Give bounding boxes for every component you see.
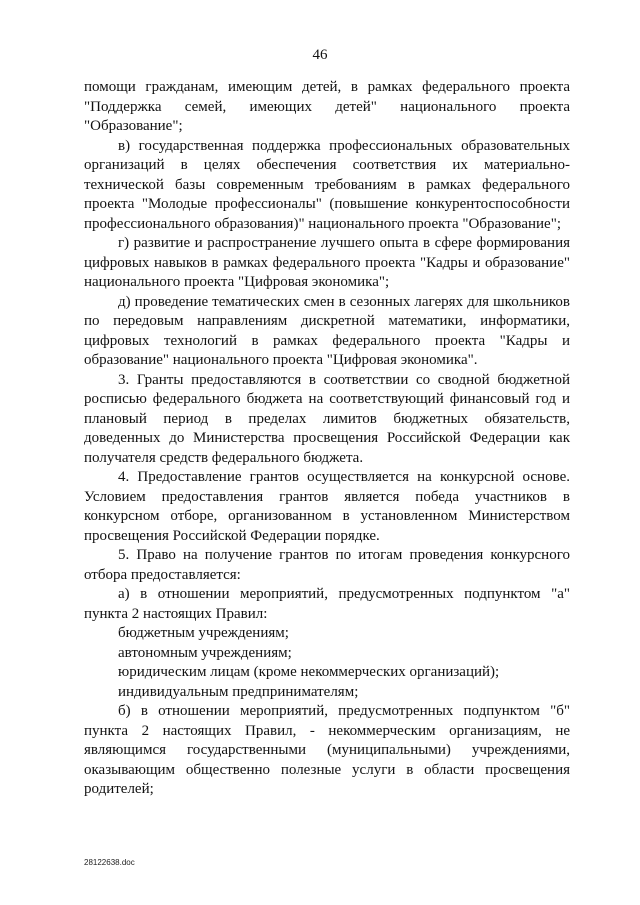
paragraph-item-v: в) государственная поддержка профессиональных образовательных организаций в целях обеспечения соответствия их материально-технической базы современным требованиям в рамках федерального проекта "Молодые профессионалы" (повышение конкурентоспособности профессионального образования)" национального проекта "Образование"; xyxy=(84,137,570,232)
page-number: 46 xyxy=(312,47,328,63)
footer-filename: 28122638.doc xyxy=(84,858,135,867)
paragraph-continuation: помощи гражданам, имеющим детей, в рамках федерального проекта "Поддержка семей, имеющих детей" национального проекта "Образование"; xyxy=(84,79,570,134)
paragraph-item-g: г) развитие и распространение лучшего опыта в сфере формирования цифровых навыков в рамках федерального проекта "Кадры и образование" национального проекта "Цифровая экономика"; xyxy=(84,235,570,290)
list-item-autonomous-institutions: автономным учреждениям; xyxy=(118,644,292,661)
list-item-budget-institutions: бюджетным учреждениям; xyxy=(118,625,289,641)
paragraph-subclause-b: б) в отношении мероприятий, предусмотренных подпунктом "б" пункта 2 настоящих Правил, - некоммерческим организациям, не являющимся государственными (муниципальными) учреждениями, оказывающим общественно полезные услуги в области просвещения родителей; xyxy=(84,703,570,797)
list-item-entrepreneurs: индивидуальным предпринимателям; xyxy=(118,683,359,700)
paragraph-clause-3: 3. Гранты предоставляются в соответствии со сводной бюджетной росписью федерального бюджета на соответствующий финансовый год и плановый период в пределах лимитов бюджетных обязательств, доведенных до Министерства просвещения Российской Федерации как получателя средств федерального бюджета. xyxy=(84,371,570,466)
paragraph-subclause-a: а) в отношении мероприятий, предусмотренных подпунктом "а" пункта 2 настоящих Правил: xyxy=(84,586,570,622)
document-body xyxy=(84,78,570,800)
list-item-legal-entities: юридическим лицам (кроме некоммерческих организаций); xyxy=(118,664,500,680)
paragraph-clause-4: 4. Предоставление грантов осуществляется на конкурсной основе. Условием предоставления грантов является победа участников в конкурсном отборе, организованном в установленном Министерством просвещения Российской Федерации порядке. xyxy=(84,469,570,544)
paragraph-item-d: д) проведение тематических смен в сезонных лагерях для школьников по передовым направлениям дискретной математики, информатики, цифровых технологий в рамках федерального проекта "Кадры и образование" национального проекта "Цифровая экономика". xyxy=(84,293,570,368)
paragraph-clause-5: 5. Право на получение грантов по итогам проведения конкурсного отбора предоставляется: xyxy=(84,547,570,583)
